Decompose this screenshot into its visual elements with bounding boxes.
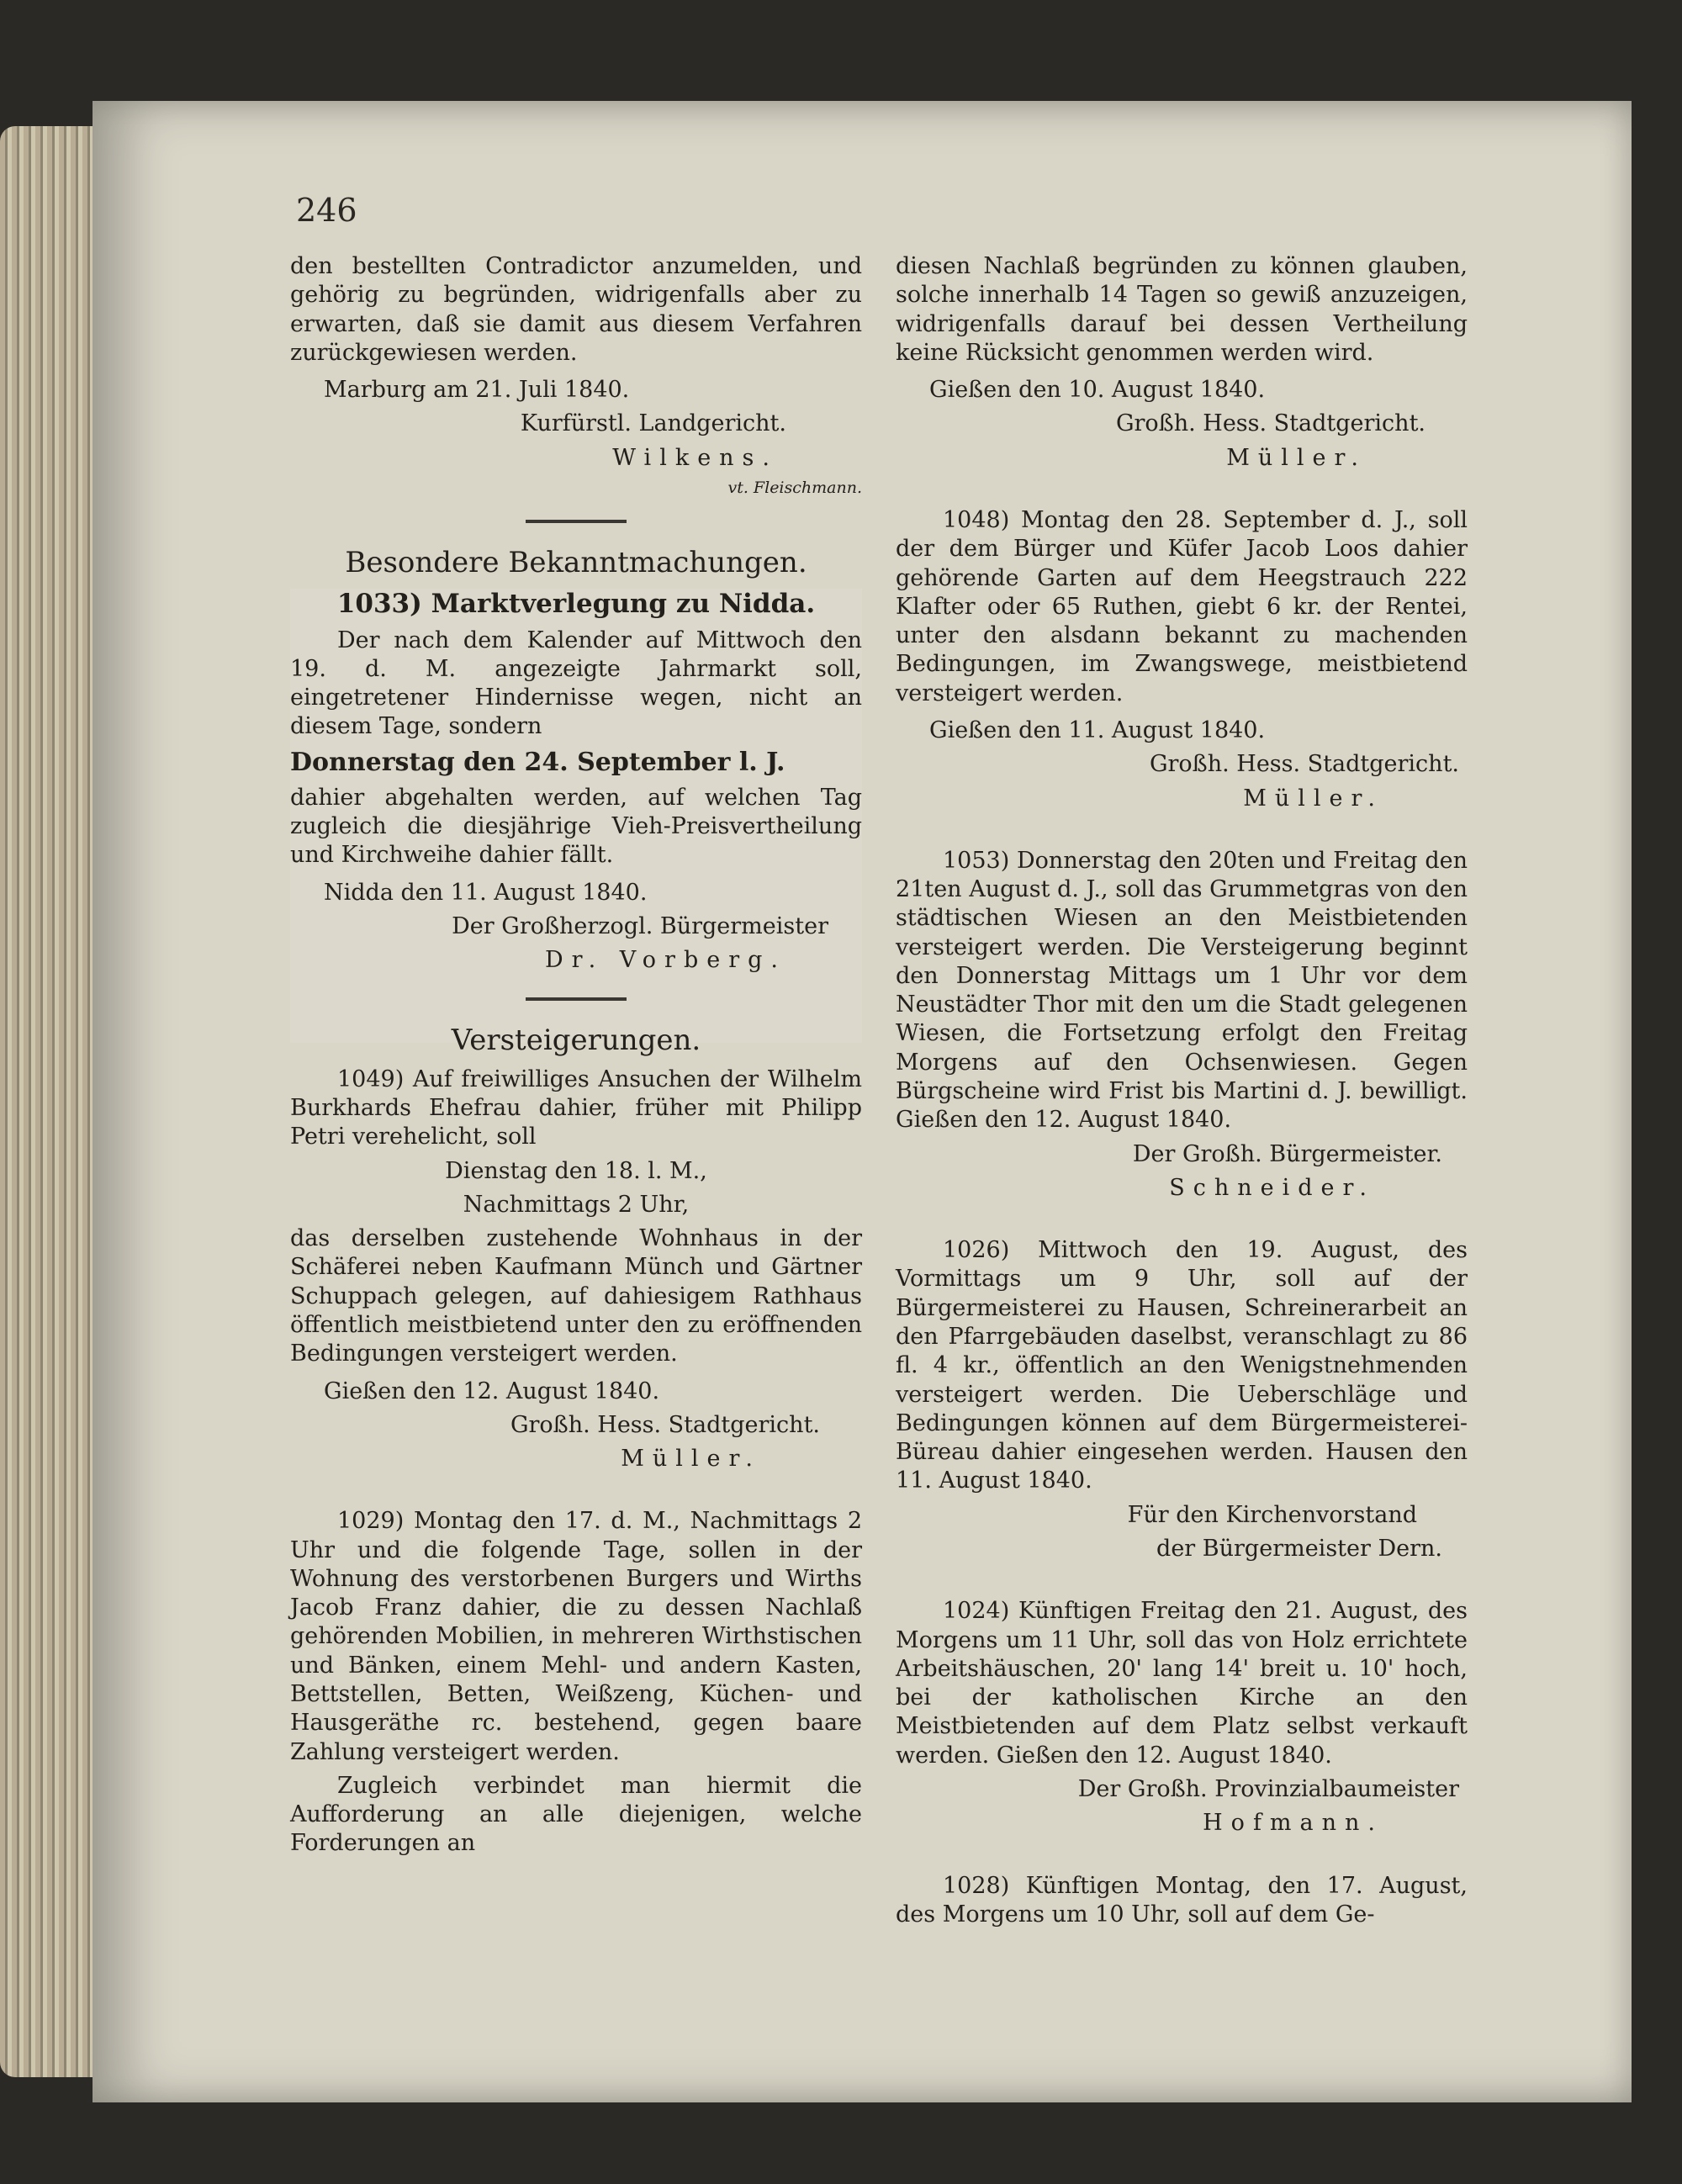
- dateline: Marburg am 21. Juli 1840.: [324, 377, 630, 404]
- divider: [526, 520, 627, 523]
- spacer: [896, 1843, 1468, 1872]
- paragraph: 1048) Montag den 28. September d. J., soll der dem Bürger und Küfer Jacob Loos dahier gehörende Garten auf dem Heegstrauch 222 Klafter oder 65 Ruthen, giebt 6 kr. der Rentei, unter den alsdann bekannt zu machenden Bedingungen, im Zwangswege, meistbietend versteigert werden.: [896, 506, 1468, 706]
- signature-name: Schneider.: [1169, 1174, 1375, 1201]
- paragraph: das derselben zustehende Wohnhaus in der Schäferei neben Kaufmann Münch und Gärtner Schuppach gelegen, auf dahiesigem Rathhaus öffentlich meistbietend unter den zu eröffnenden Bedingungen versteigert werden.: [290, 1225, 862, 1367]
- authority: Großh. Hess. Stadtgericht.: [1115, 410, 1425, 437]
- spacer: [896, 1208, 1468, 1236]
- signature-name: der Bürgermeister Dern.: [1156, 1535, 1442, 1562]
- paragraph: den bestellten Contradictor anzumelden, und gehörig zu begründen, widrigenfalls aber zu erwarten, daß sie damit aus diesem Verfahren zurückgewiesen werden.: [290, 253, 862, 366]
- signature-name: Dr. Vorberg.: [545, 947, 786, 974]
- dateline: Gießen den 10. August 1840.: [929, 377, 1266, 404]
- authority: Für den Kirchenvorstand: [1127, 1501, 1417, 1528]
- dateline: Nidda den 11. August 1840.: [324, 879, 648, 906]
- spacer: [290, 1478, 862, 1507]
- spacer: [896, 1568, 1468, 1597]
- signature-name: Hofmann.: [1203, 1810, 1383, 1837]
- signature-name: Müller.: [621, 1446, 761, 1473]
- time-line: Nachmittags 2 Uhr,: [463, 1191, 690, 1218]
- paragraph: Zugleich verbindet man hiermit die Aufforderung an alle diejenigen, welche Forderungen an: [290, 1772, 862, 1857]
- paragraph: 1029) Montag den 17. d. M., Nachmittags 2 Uhr und die folgende Tage, sollen in der Wohnung des verstorbenen Burgers und Wirths Jacob Franz dahier, die zu dessen Nachlaß gehörenden Mobilien, in mehreren Wirthstischen und Bänken, einem Mehl- und andern Kasten, Bettstellen, Betten, Weißzeng, Küchen- und Hausgeräthe rc. bestehend, gegen baare Zahlung versteigert werden.: [290, 1508, 862, 1765]
- authority: Kurfürstl. Landgericht.: [520, 410, 786, 437]
- date-line: Dienstag den 18. l. M.,: [445, 1157, 707, 1184]
- signature-name: Müller.: [1243, 785, 1383, 812]
- notice-title: 1033) Marktverlegung zu Nidda.: [336, 589, 816, 620]
- paragraph: 1053) Donnerstag den 20ten und Freitag den 21ten August d. J., soll das Grummetgras von den städtischen Wiesen an den Meistbietenden versteigert werden. Die Versteigerung beginnt den Donnerstag Mittags um 1 Uhr vor dem Neustädter Thor mit den um die Stadt gelegenen Wiesen, die Fortsetzung erfolgt den Freitag Morgens auf den Ochsenwiesen. Gegen Bürgscheine wird Frist bis Martini d. J. bewilligt. Gießen den 12. August 1840.: [896, 847, 1468, 1134]
- paragraph: 1024) Künftigen Freitag den 21. August, des Morgens um 11 Uhr, soll das von Holz errichtete Arbeitshäuschen, 20' lang 14' breit u. 10' hoch, bei der katholischen Kirche an den Meistbietenden auf dem Platz selbst verkauft werden. Gießen den 12. August 1840.: [896, 1598, 1468, 1769]
- signature-name: Müller.: [1226, 444, 1367, 471]
- authority: Großh. Hess. Stadtgericht.: [1149, 751, 1459, 778]
- paragraph: 1049) Auf freiwilliges Ansuchen der Wilhelm Burkhards Ehefrau dahier, früher mit Philipp Petri verehelicht, soll: [290, 1066, 862, 1150]
- paragraph: Der nach dem Kalender auf Mittwoch den 19. d. M. angezeigte Jahrmarkt soll, eingetretener Hindernisse wegen, nicht an diesem Tage, sondern: [290, 627, 862, 740]
- spacer: [896, 818, 1468, 847]
- highlighted-date: Donnerstag den 24. September l. J.: [290, 747, 785, 777]
- authority: Der Großherzogl. Bürgermeister: [452, 912, 828, 939]
- paragraph: 1026) Mittwoch den 19. August, des Vormittags um 9 Uhr, soll auf der Bürgermeisterei zu Hausen, Schreinerarbeit an den Pfarrgebäuden daselbst, veranschlagt zu 86 fl. 4 kr., öffentlich an den Wenigstnehmenden versteigert werden. Die Ueberschläge und Bedingungen können auf dem Bürgermeisterei-Büreau dahier eingesehen werden. Hausen den 11. August 1840.: [896, 1237, 1468, 1494]
- paragraph: diesen Nachlaß begründen zu können glauben, solche innerhalb 14 Tagen so gewiß anzuzeigen, widrigenfalls darauf bei dessen Vertheilung keine Rücksicht genommen werden wird.: [896, 253, 1468, 366]
- divider: [526, 997, 627, 1001]
- paragraph: 1028) Künftigen Montag, den 17. August, des Morgens um 10 Uhr, soll auf dem Ge-: [896, 1872, 1468, 1928]
- authority: Der Großh. Provinzialbaumeister: [1077, 1775, 1459, 1802]
- left-column: [290, 252, 862, 1864]
- section-heading: Versteigerungen.: [451, 1023, 701, 1057]
- signature-name: Wilkens.: [612, 444, 778, 471]
- paragraph: dahier abgehalten werden, auf welchen Tag zugleich die diesjährige Vieh-Preisvertheilung und Kirchweihe dahier fällt.: [290, 784, 862, 869]
- authority: Der Großh. Bürgermeister.: [1132, 1140, 1442, 1167]
- dateline: Gießen den 12. August 1840.: [324, 1378, 660, 1404]
- signature-note: vt. Fleischmann.: [727, 478, 862, 497]
- dateline: Gießen den 11. August 1840.: [929, 717, 1266, 743]
- authority: Großh. Hess. Stadtgericht.: [510, 1411, 820, 1438]
- section-heading: Besondere Bekanntmachungen.: [345, 546, 807, 580]
- page-number: 246: [296, 192, 357, 229]
- spacer: [896, 478, 1468, 506]
- right-column: [896, 252, 1468, 1934]
